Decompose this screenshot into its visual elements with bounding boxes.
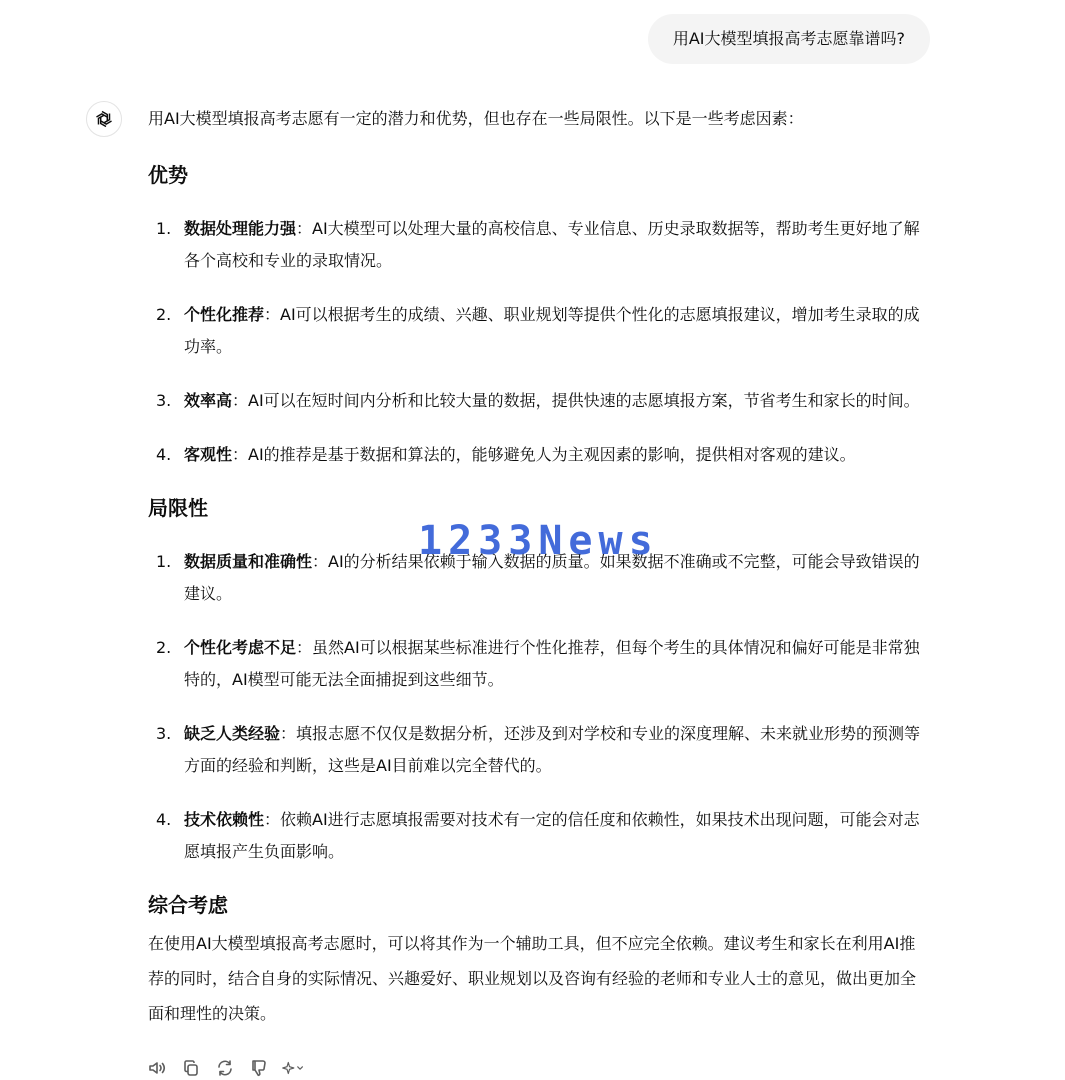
list-item [148, 439, 923, 471]
item-text: ：虽然AI可以根据某些标准进行个性化推荐，但每个考生的具体情况和偏好可能是非常独特的，AI模型可能无法全面捕捉到这些细节。 [184, 638, 920, 689]
section-title-advantages: 优势 [148, 163, 188, 187]
item-text: ：填报志愿不仅仅是数据分析，还涉及到对学校和专业的深度理解、未来就业形势的预测等方面的经验和判断，这些是AI目前难以完全替代的。 [184, 724, 921, 775]
list-item [148, 804, 923, 868]
list-item [148, 385, 923, 417]
item-text: ：AI可以在短时间内分析和比较大量的数据，提供快速的志愿填报方案，节省考生和家长的时间。 [232, 391, 920, 410]
item-text: ：依赖AI进行志愿填报需要对技术有一定的信任度和依赖性，如果技术出现问题，可能会对志愿填报产生负面影响。 [184, 810, 920, 861]
list-number: 4. [156, 445, 172, 464]
list-number: 1. [156, 219, 172, 238]
list-number: 2. [156, 638, 172, 657]
item-text: ：AI可以根据考生的成绩、兴趣、职业规划等提供个性化的志愿填报建议，增加考生录取的成功率。 [184, 305, 920, 356]
list-item [148, 213, 923, 277]
list-number: 3. [156, 391, 172, 410]
assistant-avatar [86, 101, 122, 137]
item-term: 数据质量和准确性 [184, 552, 313, 571]
watermark-text: 1233News [418, 518, 659, 564]
section-title-summary: 综合考虑 [148, 893, 228, 917]
message-action-bar [146, 1057, 304, 1079]
thumbs-down-icon[interactable] [248, 1057, 270, 1079]
summary-paragraph: 在使用AI大模型填报高考志愿时，可以将其作为一个辅助工具，但不应完全依赖。建议考生和家长在利用AI推荐的同时，结合自身的实际情况、兴趣爱好、职业规划以及咨询有经验的老师和专业人士的意见，做出更加全面和理性的决策。 [148, 934, 917, 1023]
copy-icon[interactable] [180, 1057, 202, 1079]
item-term: 数据处理能力强 [184, 219, 297, 238]
openai-logo-icon [93, 108, 115, 130]
list-number: 4. [156, 810, 172, 829]
item-term: 技术依赖性 [184, 810, 265, 829]
list-number: 3. [156, 724, 172, 743]
item-term: 缺乏人类经验 [184, 724, 281, 743]
section-title-limitations: 局限性 [148, 496, 208, 520]
item-text: ：AI的推荐是基于数据和算法的，能够避免人为主观因素的影响，提供相对客观的建议。 [232, 445, 856, 464]
list-item [148, 718, 923, 782]
speaker-icon[interactable] [146, 1057, 168, 1079]
item-term: 个性化推荐 [184, 305, 265, 324]
item-term: 客观性 [184, 445, 233, 464]
sparkle-model-icon[interactable] [282, 1057, 304, 1079]
item-term: 效率高 [184, 391, 233, 410]
assistant-answer [148, 104, 923, 1031]
item-text: ：AI大模型可以处理大量的高校信息、专业信息、历史录取数据等，帮助考生更好地了解各个高校和专业的录取情况。 [184, 219, 920, 270]
list-number: 2. [156, 305, 172, 324]
item-term: 个性化考虑不足 [184, 638, 297, 657]
list-item [148, 632, 923, 696]
user-message-bubble: 用AI大模型填报高考志愿靠谱吗? [648, 14, 930, 64]
regenerate-icon[interactable] [214, 1057, 236, 1079]
list-item [148, 299, 923, 363]
item-text: ：AI的分析结果依赖于输入数据的质量。如果数据不准确或不完整，可能会导致错误的建议。 [184, 552, 920, 603]
answer-intro: 用AI大模型填报高考志愿有一定的潜力和优势，但也存在一些局限性。以下是一些考虑因素： [148, 109, 804, 128]
list-number: 1. [156, 552, 172, 571]
advantages-list [148, 213, 923, 471]
limitations-list [148, 546, 923, 868]
